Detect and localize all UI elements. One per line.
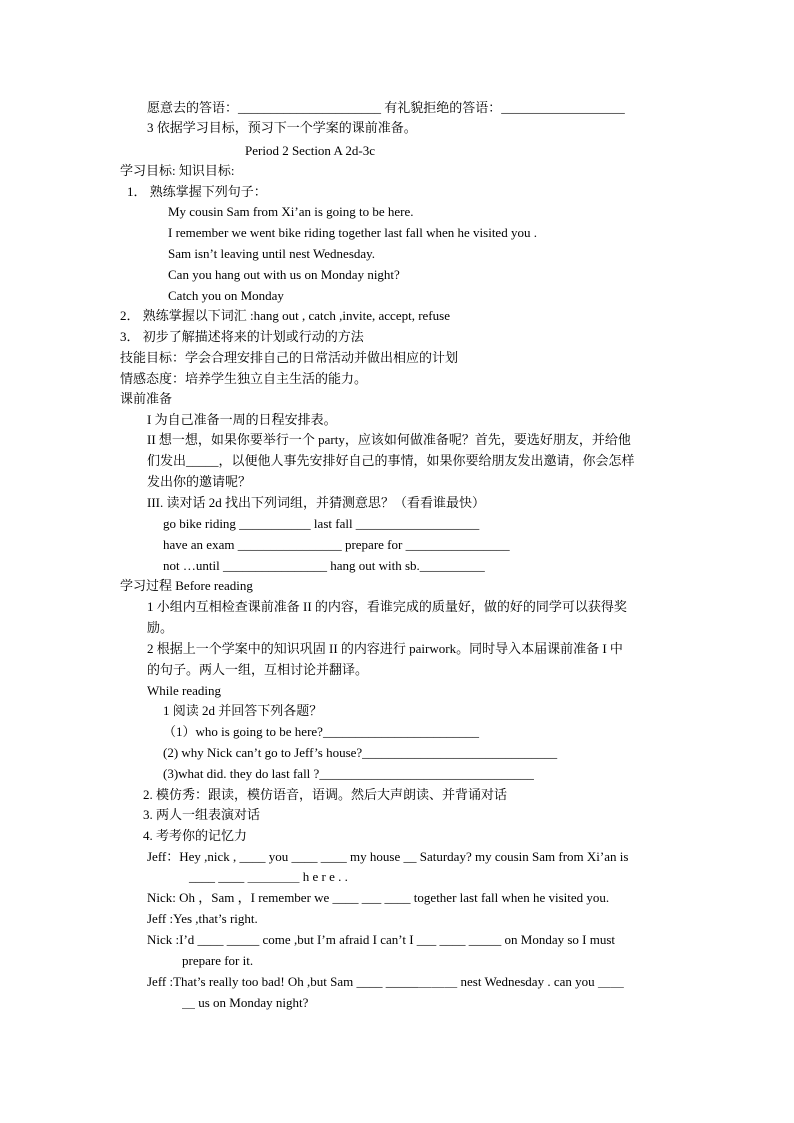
prep-item-1: I 为自己准备一周的日程安排表。: [147, 412, 337, 427]
dialogue-nick-2: Nick :I’d ____ _____ come ,but I’m afraid I can’t I ___ ____ _____ on Monday so I must: [147, 932, 616, 947]
dialogue-nick-2-cont: prepare for it.: [182, 953, 254, 968]
question-2: (2) why Nick can’t go to Jeff’s house?______________________________: [163, 745, 558, 760]
sentence-3: Sam isn’t leaving until nest Wednesday.: [168, 246, 376, 261]
reading-task-1: 1 阅读 2d 并回答下列各题？: [163, 703, 323, 718]
learning-goals-heading: 学习目标: 知识目标:: [120, 163, 235, 178]
process-step-1-line-1: 1 小组内互相检查课前准备 II 的内容，看谁完成的质量好，做的好的同学可以获得奖: [147, 599, 627, 614]
phrase-row-2: have an exam ________________ prepare for ________________: [163, 537, 510, 552]
question-1: （1）who is going to be here?________________________: [163, 724, 479, 739]
attitude-goal: 情感态度：培养学生独立自主生活的能力。: [120, 371, 368, 386]
sentence-2: I remember we went bike riding together last fall when he visited you .: [168, 225, 537, 240]
prep-item-2-line-1: II 想一想，如果你要举行一个 party，应该如何做准备呢？首先，要选好朋友，并给他: [147, 432, 631, 447]
question-3: (3)what did. they do last fall ?_________________________________: [163, 766, 534, 781]
period-title: Period 2 Section A 2d-3c: [245, 143, 375, 158]
dialogue-jeff-2: Jeff :Yes ,that’s right.: [147, 911, 258, 926]
phrase-row-1: go bike riding ___________ last fall ___________________: [163, 516, 480, 531]
process-step-1-line-2: 励。: [147, 620, 174, 635]
while-reading-heading: While reading: [147, 683, 221, 698]
sentence-1: My cousin Sam from Xi’an is going to be here.: [168, 204, 414, 219]
skill-goal: 技能目标：学会合理安排自己的日常活动并做出相应的计划: [120, 350, 459, 365]
process-step-2-line-2: 的句子。两人一组，互相讨论并翻译。: [147, 662, 369, 677]
sentence-4: Can you hang out with us on Monday night?: [168, 267, 400, 282]
prep-item-2-line-2: 们发出_____，以便他人事先安排好自己的事情，如果你要给朋友发出邀请，你会怎样: [147, 453, 635, 468]
preparation-heading: 课前准备: [120, 391, 173, 406]
dialogue-jeff-3: Jeff :That’s really too bad! Oh ,but Sam ____ _____＿＿＿ nest Wednesday . can you ＿＿: [147, 974, 624, 989]
goal-2: 2． 熟练掌握以下词汇 :hang out , catch ,invite, accept, refuse: [120, 308, 450, 323]
preview-instruction: 3 依据学习目标，预习下一个学案的课前准备。: [147, 120, 417, 135]
process-heading: 学习过程 Before reading: [120, 578, 253, 593]
process-step-2-line-1: 2 根据上一个学案中的知识巩固 II 的内容进行 pairwork。同时导入本届课前准备 I 中: [147, 641, 623, 656]
prep-item-3: III. 读对话 2d 找出下列词组，并猜测意思？（看看谁最快）: [147, 495, 485, 510]
dialogue-jeff-3-cont: ＿ us on Monday night?: [182, 995, 309, 1010]
dialogue-jeff-1-cont: ____ ____ ＿＿＿＿ h e r e . .: [189, 869, 348, 884]
reading-task-2: 2. 模仿秀：跟读，模仿语音，语调。然后大声朗读、并背诵对话: [143, 787, 508, 802]
goal-3: 3． 初步了解描述将来的计划或行动的方法: [120, 329, 364, 344]
sentence-5: Catch you on Monday: [168, 288, 284, 303]
goal-1: 1． 熟练掌握下列句子：: [127, 184, 267, 199]
dialogue-nick-1: Nick: Oh ，Sam ，I remember we ____ ___ ____ together last fall when he visited you.: [147, 890, 610, 905]
dialogue-jeff-1: Jeff：Hey ,nick , ____ you ____ ____ my house __ Saturday? my cousin Sam from Xi’an is: [147, 849, 629, 864]
prep-item-2-line-3: 发出你的邀请呢？: [147, 474, 252, 489]
phrase-row-3: not …until ________________ hang out with sb.__________: [163, 558, 485, 573]
reading-task-4: 4. 考考你的记忆力: [143, 828, 248, 843]
reply-blanks-line: 愿意去的答语：______________________ 有礼貌拒绝的答语：___________________: [147, 100, 625, 115]
reading-task-3: 3. 两人一组表演对话: [143, 807, 261, 822]
